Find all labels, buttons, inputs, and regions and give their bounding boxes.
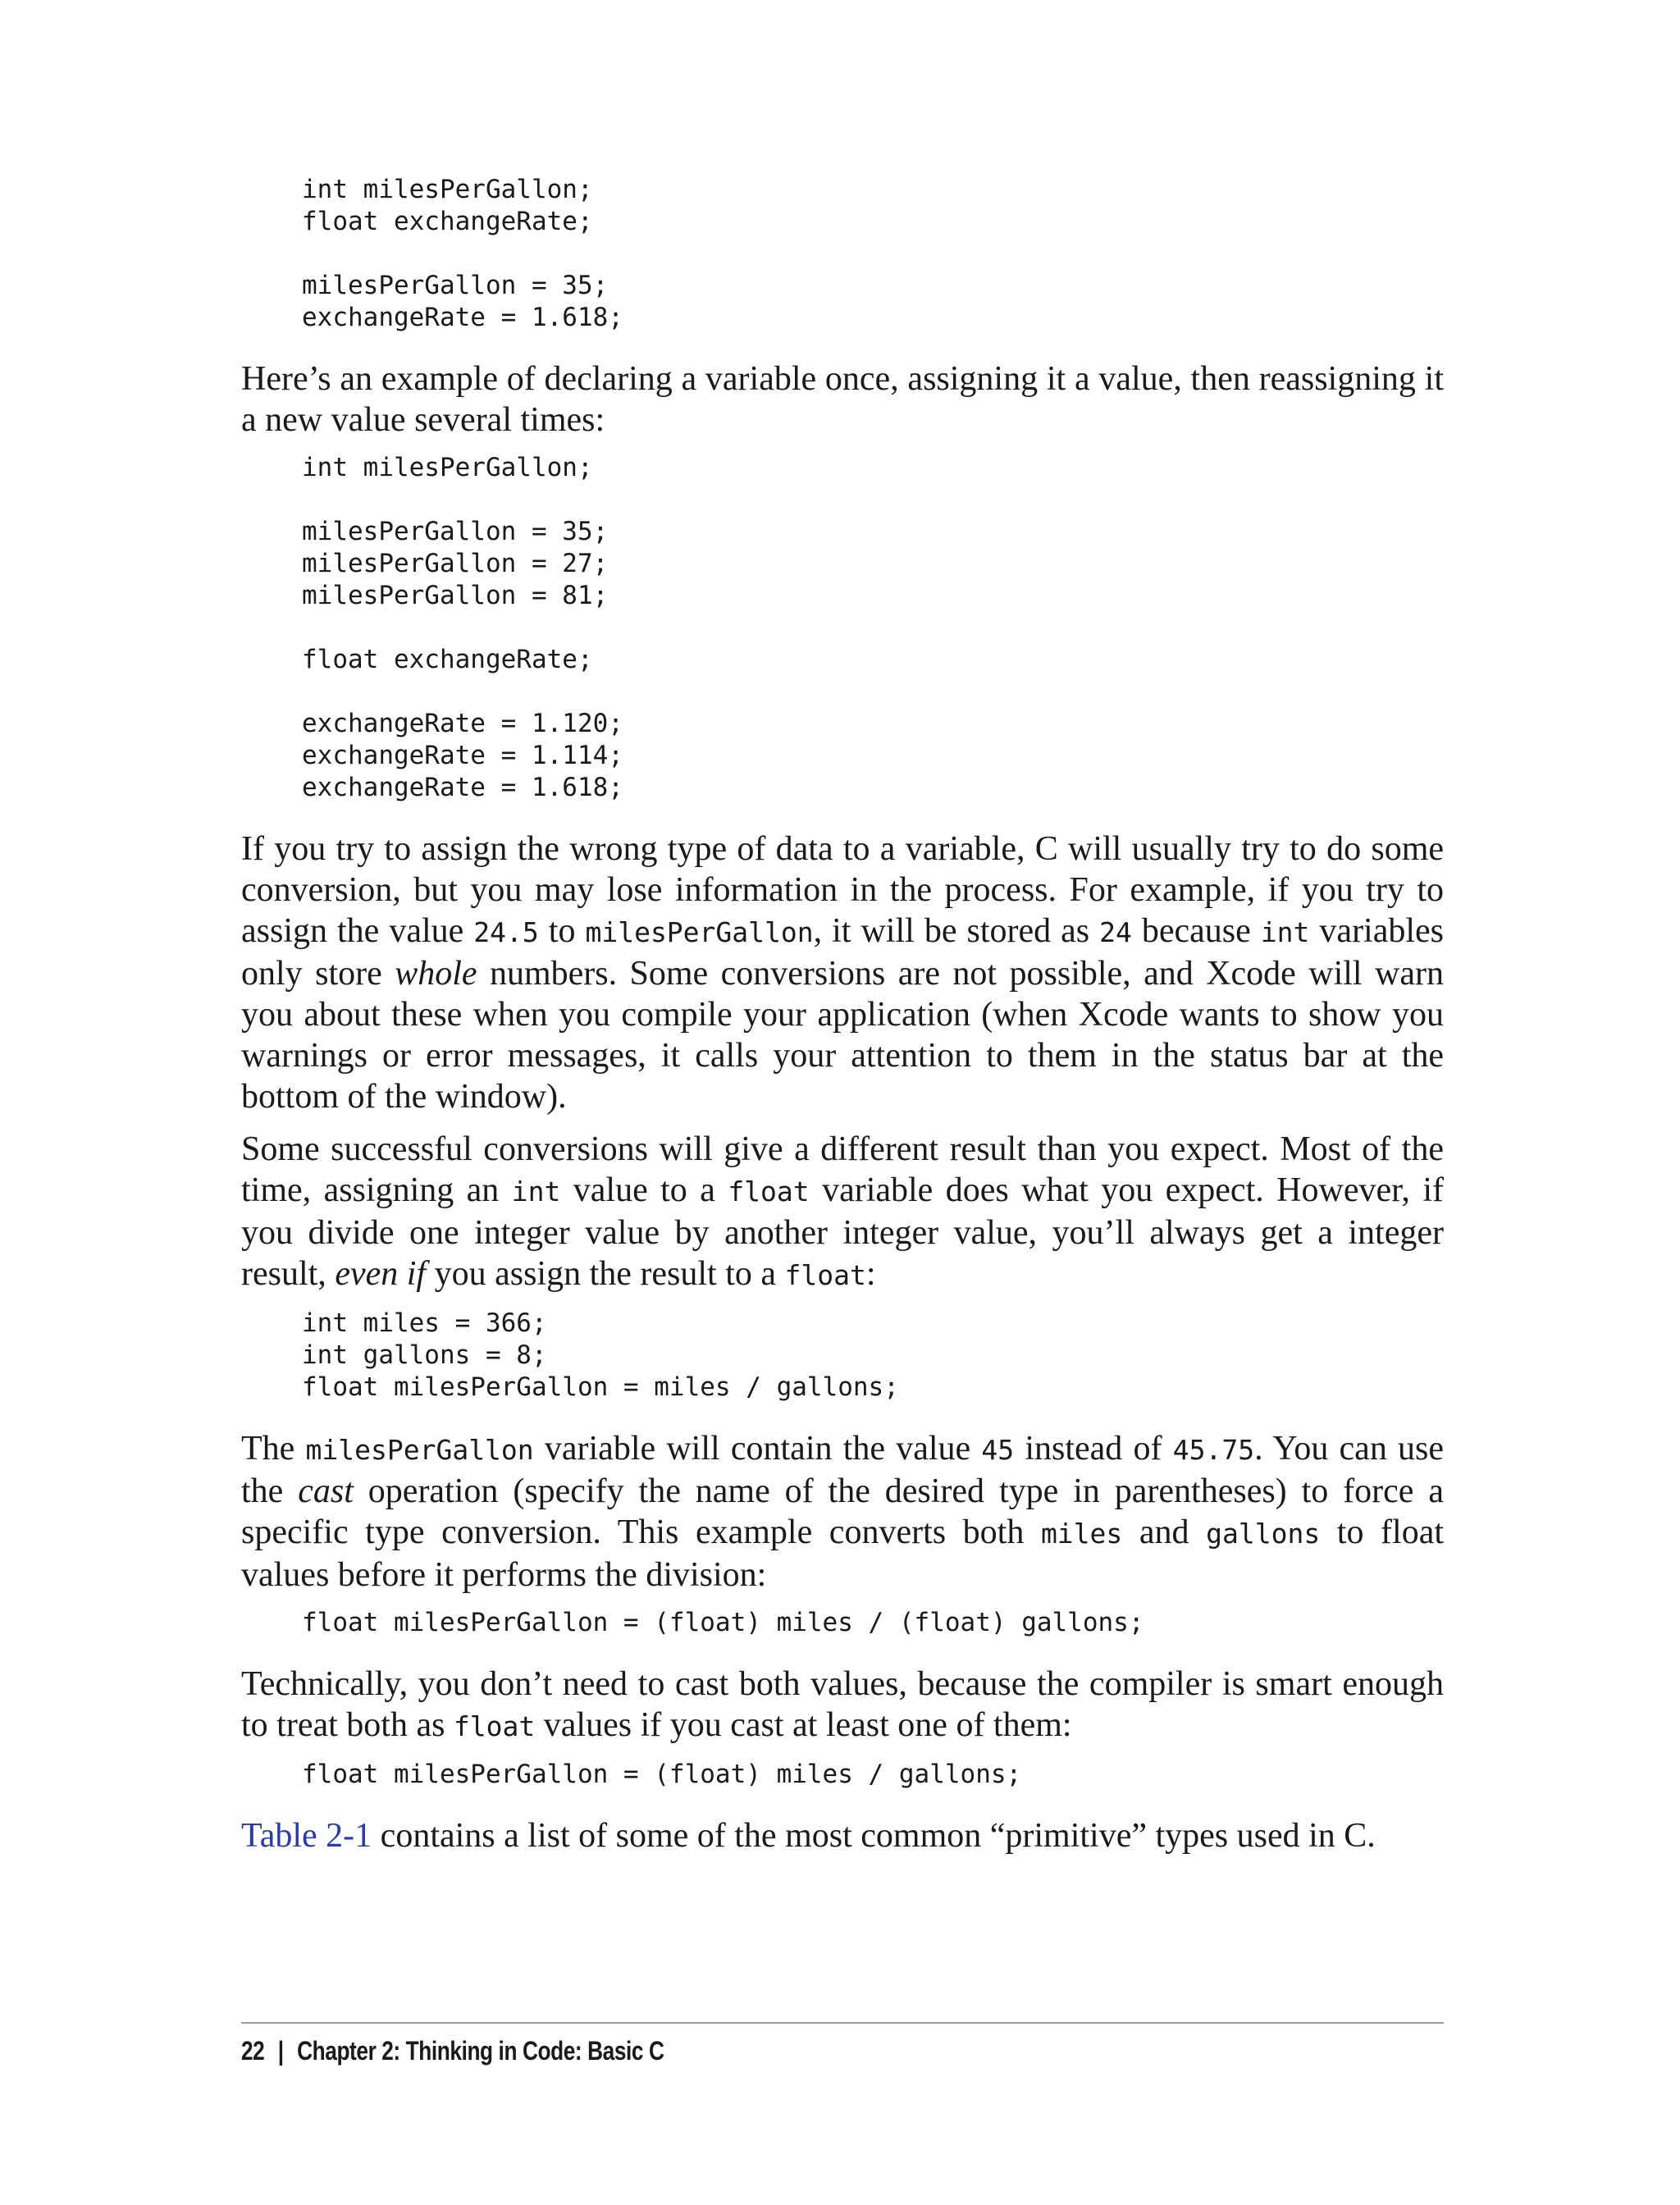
inline-code: milesPerGallon [585, 916, 814, 948]
chapter-title: Chapter 2: Thinking in Code: Basic C [297, 2036, 664, 2066]
paragraph: The milesPerGallon variable will contain the value 45 instead of 45.75. You can use the cast operation (specify the name of the desired type in parentheses) to force a specific type conversion. This example converts both miles and gallons to float values before it performs the division: [241, 1430, 1445, 1594]
inline-code: int [1260, 916, 1310, 948]
code-block: float milesPerGallon = (float) miles / (float) gallons; [302, 1608, 1144, 1637]
code-block: float milesPerGallon = (float) miles / gallons; [302, 1760, 1022, 1789]
page-number: 22 [241, 2036, 265, 2066]
page-content [241, 174, 1444, 1856]
page-footer [241, 2034, 664, 2067]
code-block: int milesPerGallon; milesPerGallon = 35; milesPerGallon = 27; milesPerGallon = 81; float exchangeRate; exchangeRate = 1.120; exchangeRate = 1.114; exchangeRate = 1.618; [302, 453, 623, 802]
code-block: int milesPerGallon; float exchangeRate; milesPerGallon = 35; exchangeRate = 1.618; [302, 175, 623, 332]
inline-code: int [511, 1176, 561, 1208]
inline-code: 24.5 [473, 916, 539, 948]
paragraph: If you try to assign the wrong type of data to a variable, C will usually try to do some conversion, but you may lose information in the process. For example, if you try to assign the value 24.5 to milesPerGallon, it will be stored as 24 because int variables only store whole numbers. Some conversions are not possible, and Xcode will warn you about these when you compile your application (when Xcode wants to show you warnings or error messages, it calls your attention to them in the status bar at the bottom of the window). [241, 830, 1445, 1116]
inline-code: 24 [1099, 916, 1132, 948]
inline-code: float [728, 1176, 810, 1208]
paragraph: Some successful conversions will give a different result than you expect. Most of the time, assigning an int value to a float variable does what you expect. However, if you divide one integer value by another integer value, you’ll always get a integer result, even if you assign the result to a float: [241, 1130, 1444, 1293]
footer-rule [241, 2022, 1444, 2024]
table-link[interactable]: Table 2-1 [241, 1817, 372, 1855]
inline-code: float [784, 1259, 866, 1291]
inline-code: milesPerGallon [305, 1434, 534, 1466]
emphasis: even if [335, 1255, 427, 1293]
inline-code: 45.75 [1172, 1434, 1255, 1466]
emphasis: cast [298, 1472, 354, 1510]
paragraph: Here’s an example of declaring a variable once, assigning it a value, then reassigning it a new value several times: [241, 360, 1444, 439]
inline-code: miles [1040, 1518, 1123, 1550]
code-block: int miles = 366; int gallons = 8; float milesPerGallon = miles / gallons; [302, 1308, 899, 1402]
emphasis: whole [395, 955, 477, 993]
paragraph: Table 2-1 contains a list of some of the most common “primitive” types used in C. [241, 1817, 1376, 1855]
paragraph: Technically, you don’t need to cast both values, because the compiler is smart enough to treat both as float values if you cast at least one of them: [241, 1665, 1444, 1744]
inline-code: 45 [981, 1434, 1015, 1466]
inline-code: gallons [1206, 1518, 1321, 1550]
footer-separator: | [277, 2036, 284, 2066]
inline-code: float [453, 1710, 536, 1742]
